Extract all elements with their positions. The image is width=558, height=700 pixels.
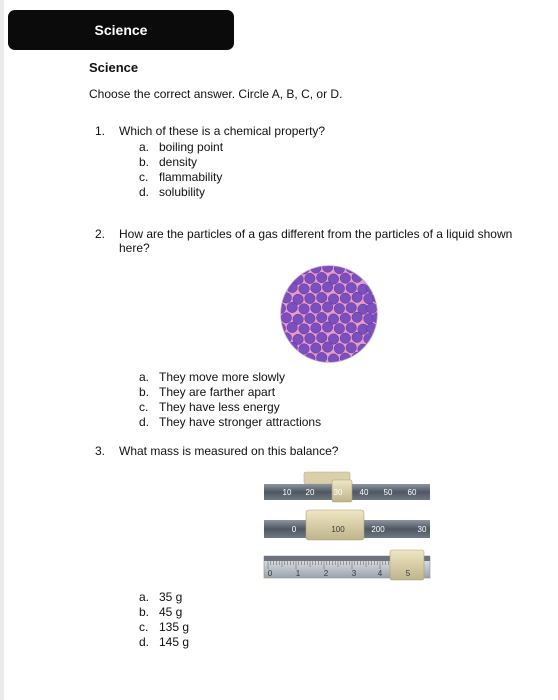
particle	[358, 264, 368, 274]
option-text: flammability	[159, 170, 223, 184]
particle	[346, 283, 356, 293]
option-c[interactable]	[139, 400, 321, 415]
banner-title: Science	[94, 22, 148, 38]
beam-tick-label: 0	[267, 569, 273, 578]
beam-tick-label: 2	[323, 569, 329, 578]
particle	[346, 303, 356, 313]
particle	[311, 323, 321, 333]
option-b[interactable]	[139, 605, 189, 620]
beam-tick-label: 4	[377, 569, 383, 578]
beam-tick-label: 60	[407, 488, 417, 497]
option-letter: c.	[139, 170, 149, 184]
option-c[interactable]	[139, 620, 189, 635]
particle	[305, 293, 315, 303]
particle	[352, 312, 362, 322]
particle	[334, 264, 344, 274]
particle	[281, 313, 291, 323]
option-text: They move more slowly	[159, 370, 286, 384]
option-text: solubility	[159, 185, 206, 199]
particle	[287, 302, 297, 312]
particle	[281, 293, 291, 303]
beam-tick-label: 1	[295, 569, 301, 578]
beam-tick-label: 30	[333, 488, 343, 497]
page-edge	[0, 0, 4, 700]
beam-tick-label: 40	[359, 488, 369, 497]
option-letter: b.	[139, 385, 150, 399]
page-heading: Science	[89, 60, 139, 75]
option-letter: d.	[139, 635, 150, 649]
particle	[287, 322, 297, 332]
particle	[346, 264, 356, 273]
particle	[352, 332, 362, 342]
option-text: 45 g	[159, 605, 183, 619]
beam-tick-label: 0	[291, 525, 297, 534]
particle	[367, 343, 377, 353]
particle	[340, 293, 350, 303]
particle	[322, 342, 332, 352]
particle	[279, 264, 286, 274]
triple-beam-balance-image	[262, 470, 434, 584]
particle	[340, 273, 350, 283]
option-letter: d.	[139, 415, 150, 429]
particle	[334, 303, 344, 313]
option-d[interactable]	[139, 635, 189, 650]
particle	[317, 332, 327, 342]
bottom-beam	[264, 550, 430, 580]
particle	[322, 264, 332, 272]
particle	[317, 312, 327, 322]
particle	[340, 333, 350, 343]
beam-tick-label: 5	[405, 569, 411, 578]
option-text: boiling point	[159, 140, 224, 154]
options-list	[139, 370, 321, 430]
top-beam	[264, 472, 430, 502]
option-d[interactable]	[139, 415, 321, 430]
question-1	[95, 124, 535, 204]
question-text: How are the particles of a gas different from the particles of a liquid shown here?	[119, 227, 513, 255]
particle	[287, 342, 297, 352]
particle	[340, 313, 350, 323]
particle	[346, 343, 356, 353]
option-letter: a.	[139, 590, 150, 604]
option-text: They have stronger attractions	[159, 415, 322, 429]
particle	[317, 292, 327, 302]
option-letter: b.	[139, 605, 150, 619]
option-text: 145 g	[159, 635, 190, 649]
option-letter: a.	[139, 140, 150, 154]
options-list	[139, 140, 223, 200]
particle	[346, 323, 356, 333]
option-b[interactable]	[139, 385, 321, 400]
beam-tick-label: 20	[305, 488, 315, 497]
option-letter: b.	[139, 155, 150, 169]
options-list	[139, 590, 189, 650]
option-letter: d.	[139, 185, 150, 199]
option-a[interactable]	[139, 370, 321, 385]
beam-tick-label: 30	[417, 525, 427, 534]
particle	[352, 292, 362, 302]
particle	[322, 282, 332, 292]
particle	[299, 304, 309, 314]
particle	[334, 343, 344, 353]
particle	[279, 343, 286, 353]
question-text: What mass is measured on this balance?	[119, 444, 339, 458]
particle	[317, 272, 327, 282]
particle	[311, 283, 321, 293]
particle	[305, 273, 315, 283]
particle	[364, 354, 374, 364]
option-text: They are farther apart	[159, 385, 276, 399]
question-text: Which of these is a chemical property?	[119, 124, 326, 138]
particle	[373, 333, 380, 343]
option-letter: a.	[139, 370, 150, 384]
beam-tick-label: 3	[351, 569, 357, 578]
instructions-text: Choose the correct answer. Circle A, B, C, or D.	[89, 87, 343, 101]
particle	[299, 284, 309, 294]
particle	[334, 283, 344, 293]
question-number: 3.	[95, 444, 106, 458]
option-a[interactable]	[139, 590, 189, 605]
beam-tick-label: 10	[282, 488, 292, 497]
liquid-particles-image	[279, 264, 379, 364]
particle	[358, 344, 368, 354]
option-letter: c.	[139, 620, 149, 634]
particle	[299, 324, 309, 334]
beam-tick-label: 200	[371, 525, 385, 534]
particle	[334, 323, 344, 333]
subject-banner	[8, 10, 234, 50]
particle	[367, 264, 377, 274]
particle	[281, 353, 291, 363]
particle	[279, 283, 286, 293]
option-c[interactable]	[139, 170, 223, 185]
particle	[293, 354, 303, 364]
question-number: 2.	[95, 227, 106, 241]
option-a[interactable]	[139, 140, 223, 155]
particle	[367, 303, 377, 313]
option-text: density	[159, 155, 198, 169]
particle	[311, 343, 321, 353]
option-text: 35 g	[159, 590, 183, 604]
question-number: 1.	[95, 124, 106, 138]
particle	[311, 303, 321, 313]
option-b[interactable]	[139, 155, 223, 170]
particle	[305, 333, 315, 343]
option-text: 135 g	[159, 620, 190, 634]
particle	[373, 273, 380, 283]
particle	[373, 353, 380, 363]
option-text: They have less energy	[159, 400, 280, 414]
beam-tick-label: 50	[383, 488, 393, 497]
particle	[287, 264, 297, 273]
beam-tick-label: 100	[331, 525, 345, 534]
particle	[281, 333, 291, 343]
particle	[322, 322, 332, 332]
particle	[305, 313, 315, 323]
particle	[322, 302, 332, 312]
middle-beam	[264, 510, 430, 540]
option-d[interactable]	[139, 185, 223, 200]
option-letter: c.	[139, 400, 149, 414]
particle	[281, 273, 291, 283]
